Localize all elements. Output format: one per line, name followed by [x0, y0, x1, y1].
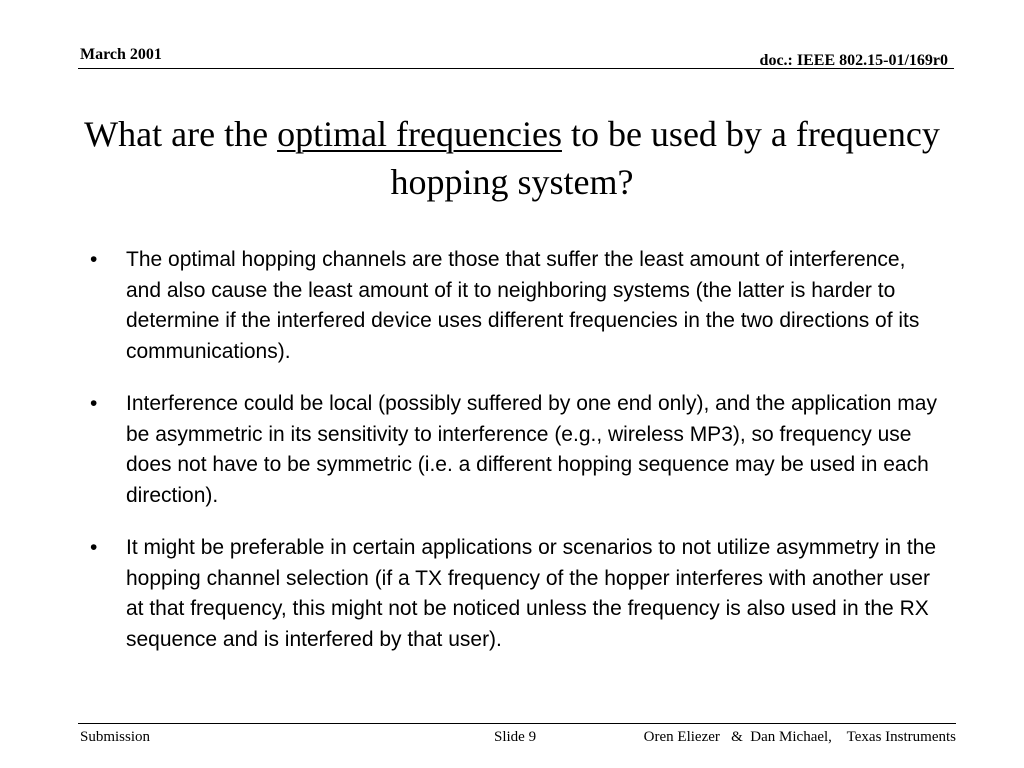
header-date: March 2001 — [80, 46, 162, 63]
footer-author: Oren Eliezer & Dan Michael, Texas Instruments — [643, 729, 956, 745]
header-doc-id: doc.: IEEE 802.15-01/169r0 — [759, 52, 948, 69]
bullet-item — [90, 389, 940, 511]
bullet-item — [90, 533, 940, 655]
bullet-text: The optimal hopping channels are those that suffer the least amount of interference, and also cause the least amount of it to neighboring systems (the latter is harder to determine if the interfered device uses different frequencies in the two directions of its communications). — [126, 248, 920, 363]
bullet-icon: • — [90, 392, 98, 415]
bullet-item — [90, 245, 940, 367]
title-prefix: What are the — [84, 114, 278, 154]
title-suffix: to be used by a frequency hopping system? — [390, 114, 940, 202]
footer-submission: Submission — [80, 729, 151, 745]
header-divider — [78, 68, 954, 69]
bullet-icon: • — [90, 248, 98, 271]
slide-title — [60, 110, 964, 206]
bullet-text: It might be preferable in certain applications or scenarios to not utilize asymmetry in the hopping channel selection (if a TX frequency of the hopper interferes with another user at that frequency, this might not be noticed unless the frequency is also used in the RX sequence and is interfered by that user). — [126, 536, 937, 651]
footer-divider — [78, 723, 956, 724]
bullet-list — [90, 245, 940, 677]
title-underlined-phrase: optimal frequencies — [277, 114, 562, 154]
footer-slide-number: Slide 9 — [494, 729, 537, 745]
bullet-text: Interference could be local (possibly suffered by one end only), and the application may be asymmetric in its sensitivity to interference (e.g., wireless MP3), so frequency use does not have to be symmetric (i.e. a different hopping sequence may be used in each direction). — [126, 392, 937, 507]
bullet-icon: • — [90, 536, 98, 559]
